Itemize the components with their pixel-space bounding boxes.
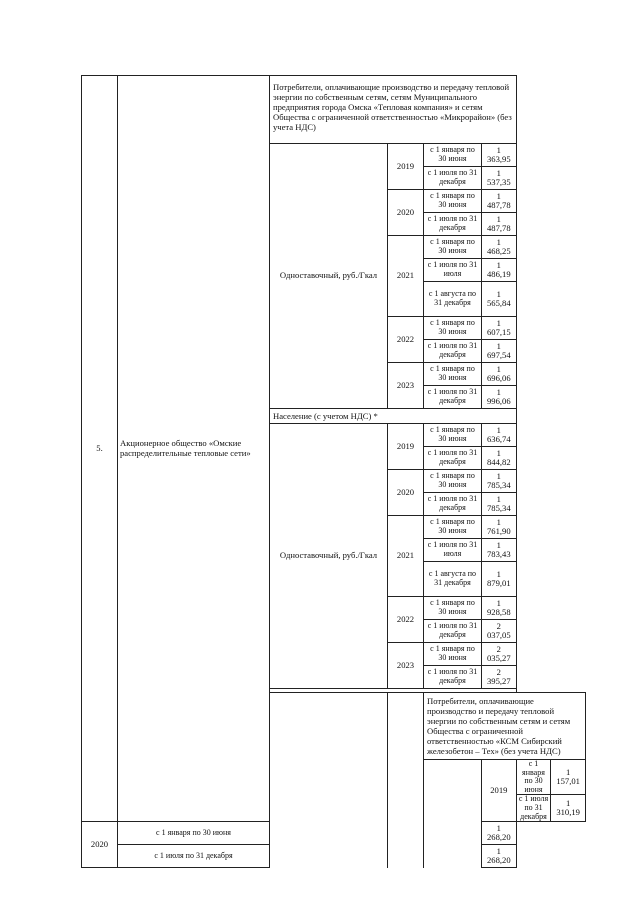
consumer-group-2: Население (с учетом НДС) * xyxy=(270,409,517,424)
tariff-value: 1 928,58 xyxy=(482,597,517,620)
year-cell: 2023 xyxy=(388,643,424,689)
consumer-group-3: Потребители, оплачивающие производство и передачу тепловой энергии по собственным сетям и сетям Общества с ограниченной ответственностью «КСМ Сибирский железобетон – Тех» (без учета НДС) xyxy=(424,693,586,760)
period-cell: с 1 января по 30 июня xyxy=(424,190,482,213)
period-cell: с 1 января по 30 июня xyxy=(424,317,482,340)
year-cell: 2019 xyxy=(388,144,424,190)
tariff-value: 1 636,74 xyxy=(482,424,517,447)
period-cell: с 1 июля по 31 декабря xyxy=(424,213,482,236)
tariff-value: 1 487,78 xyxy=(482,190,517,213)
period-cell: с 1 июля по 31 июля xyxy=(424,259,482,282)
tariff-value: 1 487,78 xyxy=(482,213,517,236)
tariff-value: 1 607,15 xyxy=(482,317,517,340)
period-cell: с 1 января по 30 июня xyxy=(424,597,482,620)
year-cell: 2019 xyxy=(388,424,424,470)
tariff-value: 1 761,90 xyxy=(482,516,517,539)
period-cell: с 1 августа по 31 декабря xyxy=(424,562,482,597)
tariff-value: 1 879,01 xyxy=(482,562,517,597)
year-cell: 2021 xyxy=(388,516,424,597)
period-cell: с 1 июля по 31 декабря xyxy=(424,620,482,643)
tariff-table xyxy=(81,75,586,868)
period-cell: с 1 июля по 31 декабря xyxy=(424,447,482,470)
year-cell: 2021 xyxy=(388,236,424,317)
period-cell: с 1 июля по 31 декабря xyxy=(424,340,482,363)
tariff-value: 1 696,06 xyxy=(482,363,517,386)
period-cell: с 1 июля по 31 декабря xyxy=(424,666,482,689)
tariff-value: 1 157,01 xyxy=(551,760,586,795)
tariff-value: 1 565,84 xyxy=(482,282,517,317)
tariff-type-next xyxy=(424,760,482,868)
year-cell: 2020 xyxy=(82,822,118,868)
tariff-value: 1 310,19 xyxy=(551,795,586,822)
tariff-value: 2 037,05 xyxy=(482,620,517,643)
period-cell: с 1 июля по 31 декабря xyxy=(424,167,482,190)
consumer-group-1: Потребители, оплачивающие производство и передачу тепловой энергии по собственным сетям, сетям Муниципального предприятия города Омска «Тепловая компания» и сетям Общества с ограниченной ответственностью «Микрорайон» (без учета НДС) xyxy=(270,76,517,144)
tariff-value: 1 268,20 xyxy=(482,845,517,868)
tariff-value: 1 783,43 xyxy=(482,539,517,562)
period-cell: с 1 января по 30 июня xyxy=(424,516,482,539)
tariff-value: 1 537,35 xyxy=(482,167,517,190)
period-cell: с 1 июля по 31 декабря xyxy=(424,493,482,516)
year-cell: 2022 xyxy=(388,317,424,363)
period-cell: с 1 января по 30 июня xyxy=(424,144,482,167)
period-cell: с 1 июля по 31 декабря xyxy=(424,386,482,409)
period-cell: с 1 января по 30 июня xyxy=(516,760,551,795)
period-cell: с 1 января по 30 июня xyxy=(118,822,270,845)
period-cell: с 1 июля по 31 декабря xyxy=(118,845,270,868)
tariff-table-wrapper xyxy=(81,75,586,868)
tariff-value: 1 268,20 xyxy=(482,822,517,845)
tariff-value: 1 468,25 xyxy=(482,236,517,259)
tariff-value: 1 697,54 xyxy=(482,340,517,363)
tariff-value: 1 486,19 xyxy=(482,259,517,282)
row-number: 5. xyxy=(82,76,118,822)
tariff-type: Одноставочный, руб./Гкал xyxy=(270,424,388,689)
year-cell: 2023 xyxy=(388,363,424,409)
period-cell: с 1 января по 30 июня xyxy=(424,643,482,666)
tariff-value: 2 395,27 xyxy=(482,666,517,689)
tariff-value: 1 844,82 xyxy=(482,447,517,470)
period-cell: с 1 января по 30 июня xyxy=(424,363,482,386)
organization-name-next xyxy=(388,693,424,868)
year-cell: 2020 xyxy=(388,470,424,516)
period-cell: с 1 августа по 31 декабря xyxy=(424,282,482,317)
year-cell: 2019 xyxy=(482,760,517,822)
period-cell: с 1 июля по 31 декабря xyxy=(516,795,551,822)
tariff-type: Одноставочный, руб./Гкал xyxy=(270,144,388,409)
period-cell: с 1 января по 30 июня xyxy=(424,470,482,493)
tariff-value: 1 363,95 xyxy=(482,144,517,167)
tariff-value: 2 035,27 xyxy=(482,643,517,666)
organization-name: Акционерное общество «Омские распределительные тепловые сети» xyxy=(118,76,270,822)
tariff-value: 1 785,34 xyxy=(482,470,517,493)
period-cell: с 1 января по 30 июня xyxy=(424,424,482,447)
row-number-next xyxy=(270,693,388,868)
period-cell: с 1 июля по 31 июля xyxy=(424,539,482,562)
tariff-value: 1 785,34 xyxy=(482,493,517,516)
year-cell: 2022 xyxy=(388,597,424,643)
tariff-value: 1 996,06 xyxy=(482,386,517,409)
year-cell: 2020 xyxy=(388,190,424,236)
period-cell: с 1 января по 30 июня xyxy=(424,236,482,259)
